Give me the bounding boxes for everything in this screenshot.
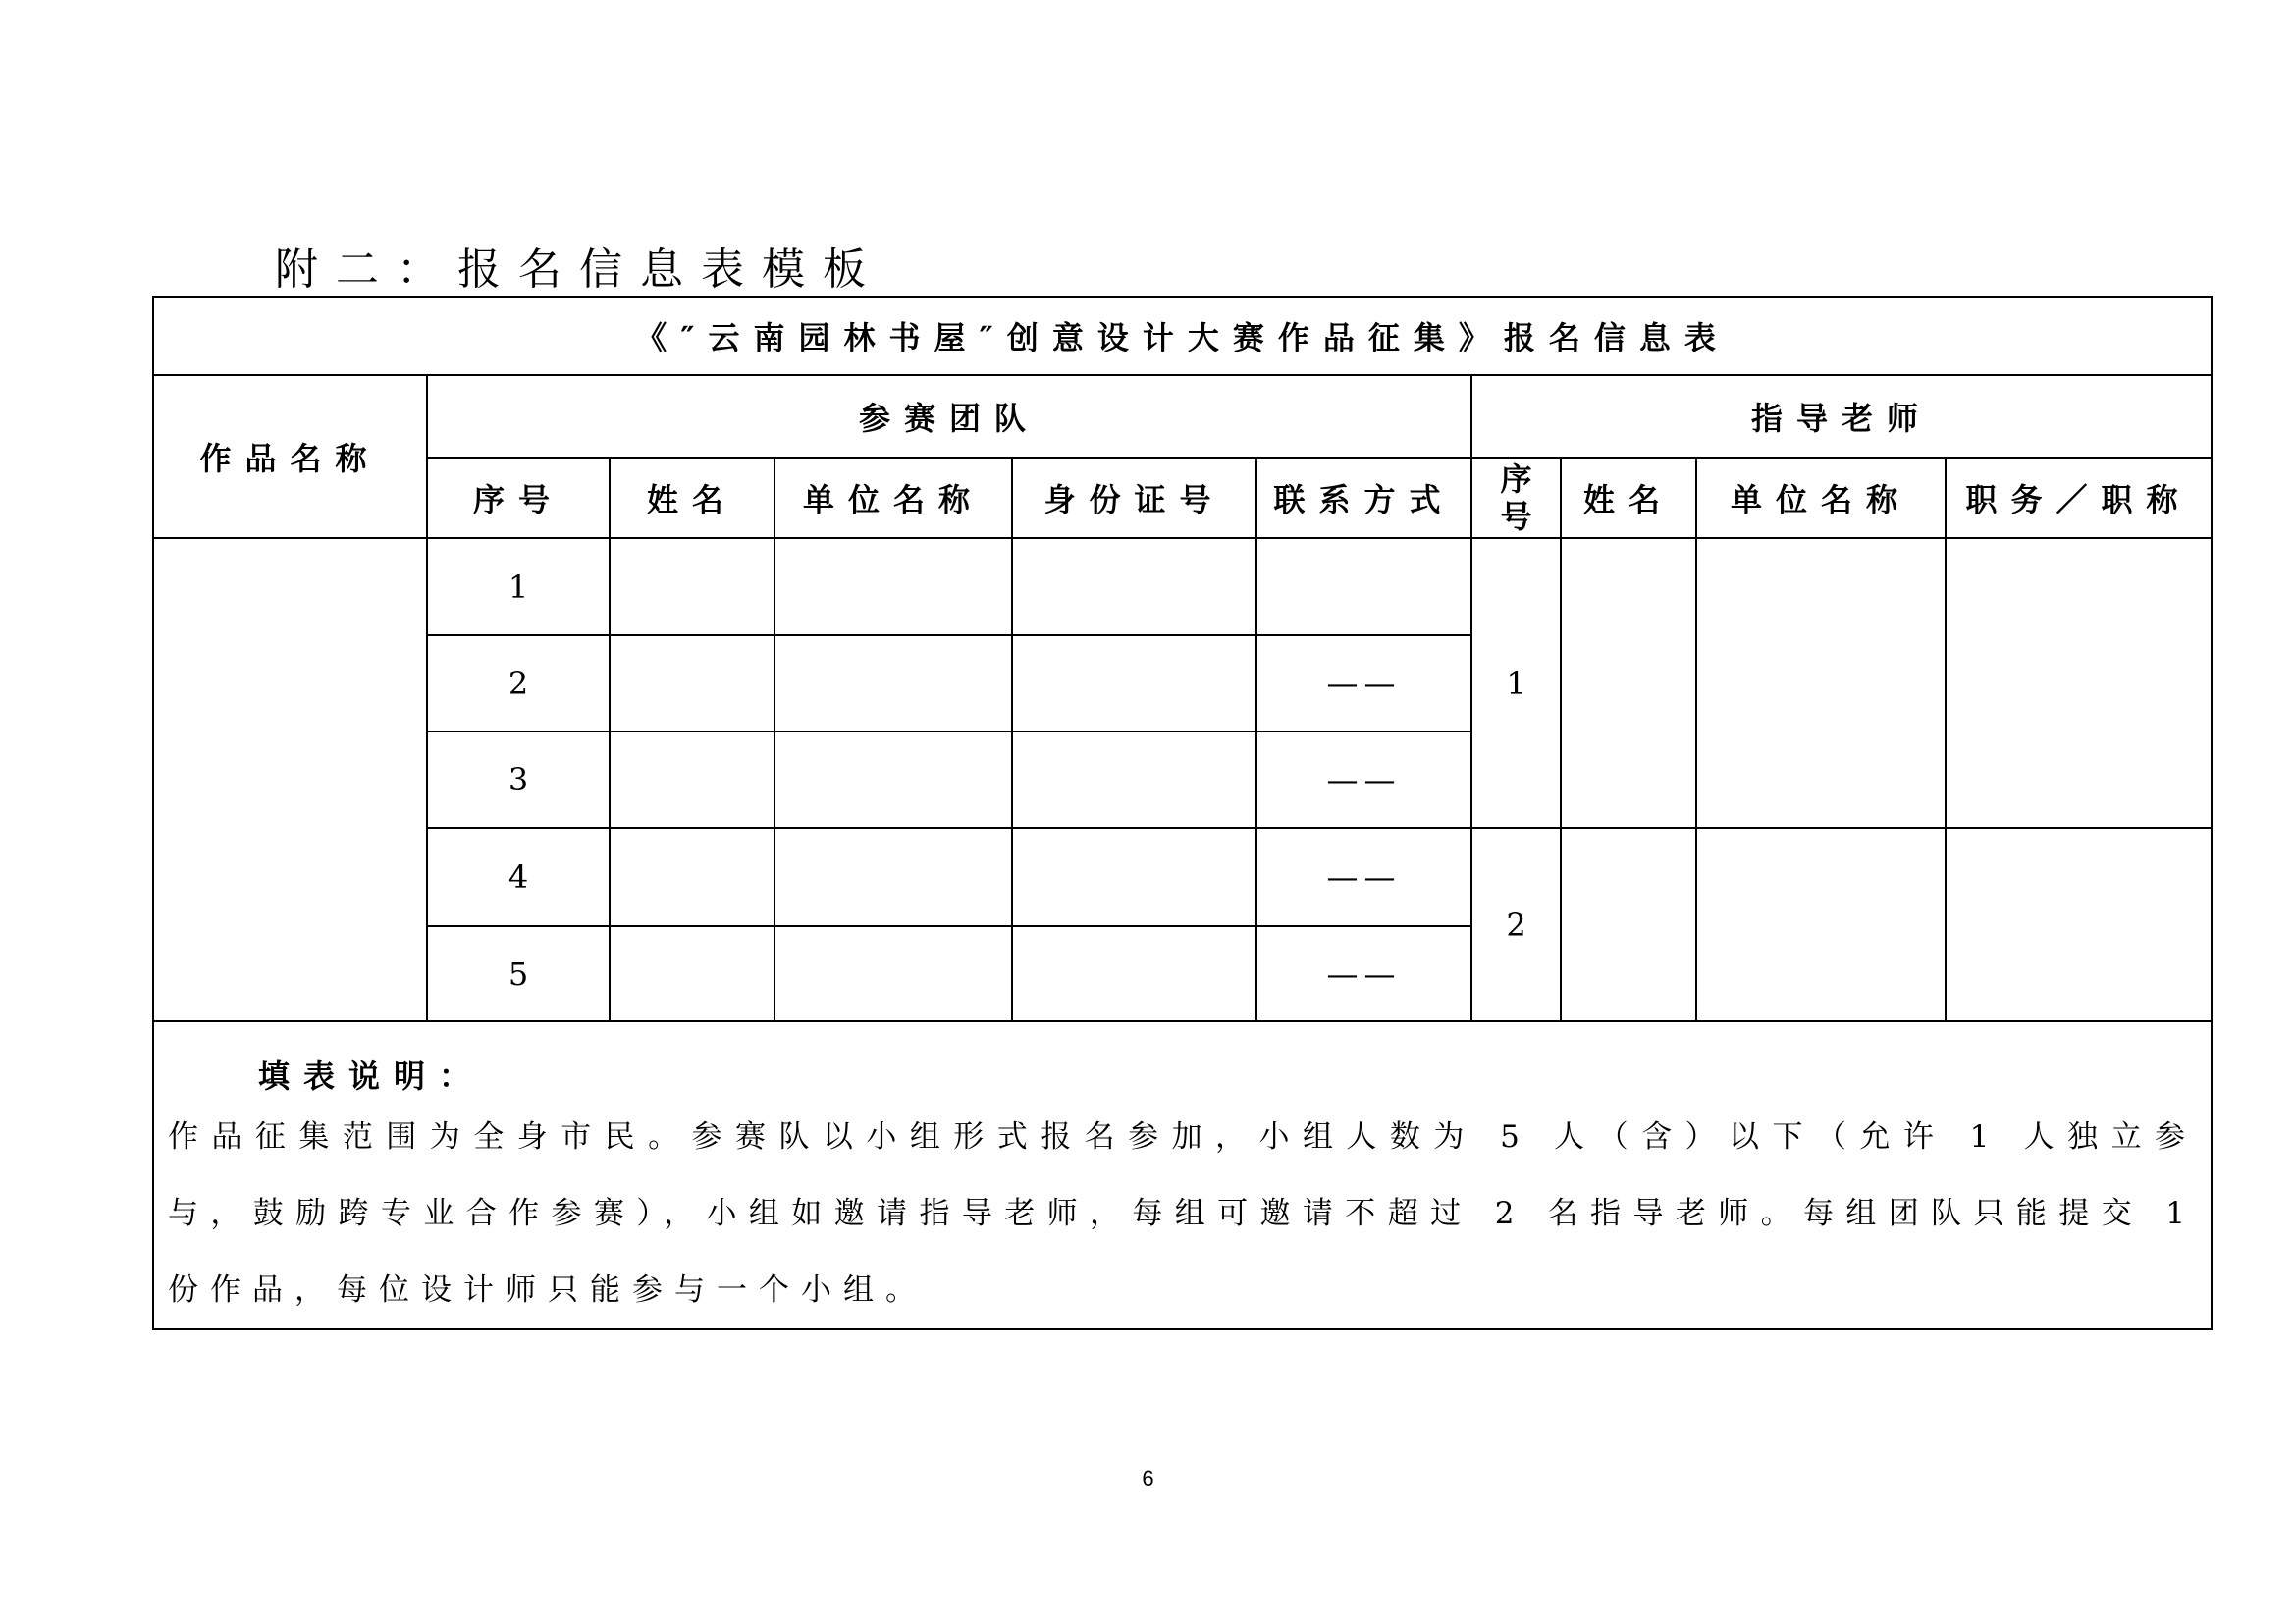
- notes-cell: [153, 1021, 2212, 1329]
- team-org-cell[interactable]: [774, 828, 1012, 926]
- page-number: 6: [1142, 1466, 1154, 1490]
- team-row-no: 1: [427, 538, 610, 635]
- team-contact-cell[interactable]: ——: [1256, 635, 1471, 731]
- team-contact-cell[interactable]: ——: [1256, 828, 1471, 926]
- header-team-name: 姓名: [610, 458, 774, 538]
- team-contact-cell[interactable]: ——: [1256, 926, 1471, 1021]
- work-name-cell[interactable]: [153, 538, 427, 1021]
- team-id-cell[interactable]: [1012, 538, 1256, 635]
- table-row: [153, 538, 2212, 635]
- notes-heading: 填表说明：: [258, 1057, 485, 1095]
- table-row: [153, 828, 2212, 926]
- header-advisor-org: 单位名称: [1696, 458, 1946, 538]
- team-name-cell[interactable]: [610, 538, 774, 635]
- advisor-title-cell[interactable]: [1946, 538, 2212, 828]
- header-team-contact: 联系方式: [1256, 458, 1471, 538]
- header-team-org: 单位名称: [774, 458, 1012, 538]
- header-team: 参赛团队: [427, 375, 1471, 458]
- header-advisor-no: [1471, 458, 1561, 538]
- header-advisor-title: 职务／职称: [1946, 458, 2212, 538]
- team-row-no: 2: [427, 635, 610, 731]
- registration-form-table: [152, 296, 2213, 1330]
- team-row-no: 3: [427, 731, 610, 828]
- team-org-cell[interactable]: [774, 635, 1012, 731]
- advisor-name-cell[interactable]: [1561, 828, 1696, 1021]
- team-org-cell[interactable]: [774, 926, 1012, 1021]
- team-id-cell[interactable]: [1012, 828, 1256, 926]
- notes-body: 作品征集范围为全身市民。参赛队以小组形式报名参加，小组人数为 5 人（含）以下（允许 1 人独立参与，鼓励跨专业合作参赛），小组如邀请指导老师，每组可邀请不超过 2 名指导老师。每组团队只能提交 1 份作品，每位设计师只能参与一个小组。: [168, 1119, 2198, 1308]
- header-work-name: 作品名称: [153, 375, 427, 538]
- advisor-title-cell[interactable]: [1946, 828, 2212, 1021]
- team-name-cell[interactable]: [610, 635, 774, 731]
- team-org-cell[interactable]: [774, 538, 1012, 635]
- table-title: 《″云南园林书屋″创意设计大赛作品征集》报名信息表: [153, 297, 2212, 375]
- team-contact-cell[interactable]: [1256, 538, 1471, 635]
- advisor-org-cell[interactable]: [1696, 538, 1946, 828]
- header-advisor: 指导老师: [1471, 375, 2212, 458]
- team-name-cell[interactable]: [610, 828, 774, 926]
- advisor-org-cell[interactable]: [1696, 828, 1946, 1021]
- team-id-cell[interactable]: [1012, 731, 1256, 828]
- advisor-row-no: 2: [1471, 828, 1561, 1021]
- team-row-no: 4: [427, 828, 610, 926]
- team-id-cell[interactable]: [1012, 635, 1256, 731]
- document-title: 附二：报名信息表模板: [275, 244, 883, 295]
- header-advisor-name: 姓名: [1561, 458, 1696, 538]
- header-team-id-number: 身份证号: [1012, 458, 1256, 538]
- header-team-no: 序号: [427, 458, 610, 538]
- team-name-cell[interactable]: [610, 926, 774, 1021]
- team-org-cell[interactable]: [774, 731, 1012, 828]
- header-advisor-no-text: 序号: [1500, 460, 1532, 535]
- team-name-cell[interactable]: [610, 731, 774, 828]
- team-contact-cell[interactable]: ——: [1256, 731, 1471, 828]
- team-row-no: 5: [427, 926, 610, 1021]
- team-id-cell[interactable]: [1012, 926, 1256, 1021]
- advisor-name-cell[interactable]: [1561, 538, 1696, 828]
- advisor-row-no: 1: [1471, 538, 1561, 828]
